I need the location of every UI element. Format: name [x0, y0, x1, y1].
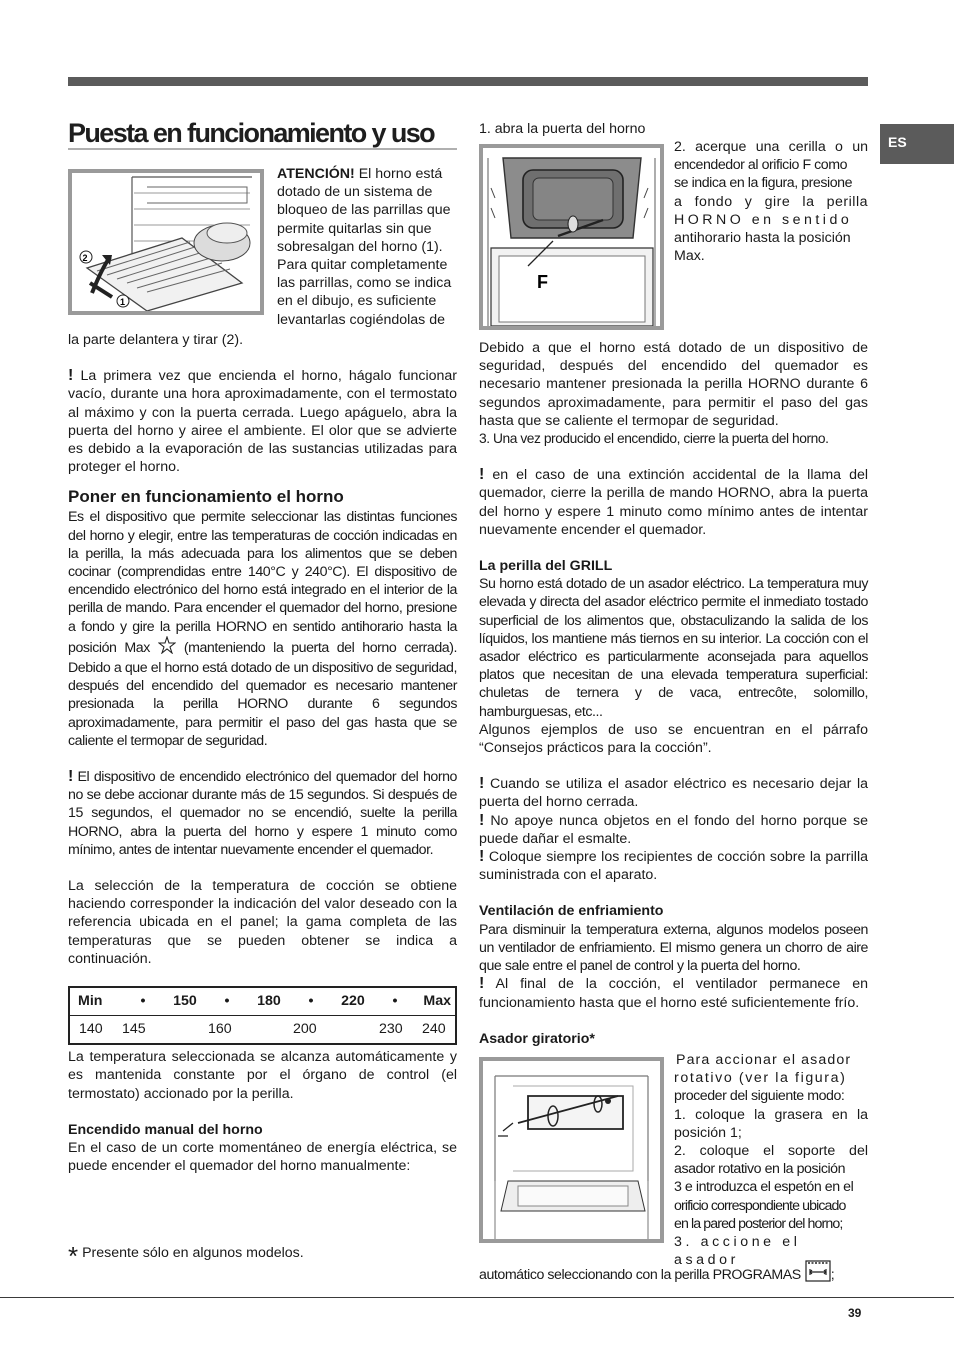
warning-mark: ! — [68, 768, 73, 786]
ignition-warning: ! El dispositivo de encendido electrónico del quemador del horno no se debe accionar durante más de 15 segundos. Si después de 15 segundos, el quemador no se encendió, suelte la perilla HORNO, abra la puerta del horno y espere 1 minuto como mínimo, antes de intentar nuevamente encender el quemador. — [68, 768, 457, 858]
rotisserie-line: rotativo (ver la figura) — [674, 1070, 847, 1087]
warning-mark: ! — [68, 367, 74, 385]
grill-title: La perilla del GRILL — [479, 558, 613, 575]
ventilation-text: Para disminuir la temperatura externa, algunos modelos poseen un ventilador de enfriamiento. El mismo genera un chorro de aire que sale entre el panel de control y la puerta del horno. — [479, 921, 868, 975]
table-cell: • — [140, 993, 146, 1010]
step-2-line: 2. acerque una cerilla o un — [674, 139, 868, 155]
step-2-line: HORNO en sentido — [674, 211, 853, 228]
section-paragraph: Es el dispositivo que permite seleccionar las distintas funciones del horno y elegir, entre las temperaturas de cocción indicadas en la perilla, la más adecuada para los alimentos que se deben cocinar (comprendidas entre 140°C y 240°C). El dispositivo de encendido electrónico del horno está integrado en el interior de la perilla de mando. Para encender el quemador del horno, presione a fondo y gire la perilla HORNO en sentido antihorario hasta la posición Max (manteniendo la puerta del horno cerrada). Debido a que el horno está dotado de un dispositivo de seguridad, después del encendido del quemador es necesario mantener presionada la perilla HORNO durante 6 segundos aproximadamente, para permitir el paso del gas hasta que se caliente el termopar de seguridad. — [68, 509, 457, 749]
oven-ignition-drawing — [483, 148, 660, 326]
table-value: 160 — [208, 1021, 232, 1038]
manual-ignition-title: Encendido manual del horno — [68, 1121, 263, 1138]
attention-line: sobresalgan del horno (1). — [277, 238, 443, 255]
step-2-line: a fondo y gire la perilla — [674, 193, 868, 210]
footnote-text: Presente sólo en algunos modelos. — [82, 1245, 304, 1261]
ventilation-warning: ! Al final de la cocción, el ventilador permanece en funcionamiento hasta que el horno esté suficientemente frío. — [479, 975, 868, 1011]
language-tab: ES — [880, 124, 954, 164]
rotisserie-line: asador rotativo en la posición — [674, 1161, 846, 1178]
page-title: Puesta en funcionamiento y uso — [68, 118, 435, 148]
extinction-warning: ! en el caso de una extinción accidental de la llama del quemador, cierre la perilla de mando HORNO, abra la puerta del horno y espere 1 minuto como mínimo antes de intentar nuevamente encender el quemador. — [479, 466, 868, 538]
safety-text: Debido a que el horno está dotado de un dispositivo de seguridad, después del encendido del quemador es necesario mantener presionada la perilla HORNO durante 6 segundos aproximadamente, para permitir el paso del gas hasta que se caliente el termopar de seguridad. — [479, 340, 868, 429]
warning-mark: ! — [479, 975, 485, 993]
star-icon — [158, 636, 176, 659]
rotisserie-icon — [805, 1258, 831, 1287]
rotisserie-line: 3. accione el asador — [674, 1234, 801, 1269]
rotisserie-line: posición 1; — [674, 1124, 742, 1141]
warning-mark: ! — [479, 848, 485, 866]
attention-block — [277, 165, 457, 329]
rotisserie-tail: automático seleccionando con la perilla PROGRAMAS ; — [479, 1258, 879, 1287]
step-2-line: se indica en la figura, presione — [674, 175, 853, 192]
attention-line: Para quitar completamente — [277, 257, 448, 274]
svg-text:2: 2 — [82, 253, 88, 263]
rotisserie-figure — [479, 1057, 664, 1243]
rotisserie-line: en la pared posterior del horno; — [674, 1215, 843, 1232]
section-title: Poner en funcionamiento el horno — [68, 487, 344, 507]
warning-mark: ! — [479, 466, 485, 484]
table-value: 140 — [79, 1021, 103, 1038]
warning-mark: ! — [479, 811, 485, 829]
rotisserie-steps — [674, 1051, 868, 1269]
step-2-block — [674, 138, 868, 265]
step-2-line: antihorario hasta la posición — [674, 230, 851, 247]
rotisserie-line: 1. coloque la grasera en la — [674, 1106, 868, 1123]
rotisserie-drawing — [483, 1061, 660, 1239]
ventilation-title: Ventilación de enfriamiento — [479, 903, 664, 920]
rotisserie-line: Para accionar el asador — [676, 1052, 852, 1068]
attention-line: las parrillas, como se indica — [277, 275, 452, 292]
rotisserie-line: orificio correspondiente ubicado — [674, 1197, 846, 1214]
top-bar — [68, 77, 868, 86]
oven-ignition-figure — [479, 144, 664, 330]
attention-line: en el dibujo, es suficiente — [277, 293, 437, 310]
rotisserie-line: 3 e introduzca el espetón en el — [674, 1179, 854, 1196]
table-cell: 150 — [173, 993, 197, 1010]
temperature-table-header — [69, 987, 456, 1016]
table-value: 240 — [422, 1021, 446, 1038]
grill-warning-3: ! Coloque siempre los recipientes de cocción sobre la parrilla suministrada con el aparato. — [479, 848, 868, 884]
grill-examples: Algunos ejemplos de uso se encuentran en el párrafo “Consejos prácticos para la cocción”. — [479, 721, 868, 757]
attention-line: permite quitarlas sin que — [277, 220, 432, 237]
table-value: 200 — [293, 1021, 317, 1038]
table-cell: Max — [423, 993, 451, 1010]
table-cell: 220 — [341, 993, 365, 1010]
step-3: 3. Una vez producido el encendido, cierre la puerta del horno. — [479, 431, 829, 447]
warning-mark: ! — [479, 775, 485, 793]
step-2-line: Max. — [674, 248, 705, 265]
first-use-warning: ! La primera vez que encienda el horno, hágalo funcionar vacío, durante una hora aproximadamente, con el termostato al máximo y con la puerta cerrada. Luego apáguelo, abra la puerta del horno y airee el ambiente. El olor que se advierte es debido a la evaporación de las sustancias utilizadas para proteger el horno. — [68, 367, 457, 476]
rotisserie-line: proceder del siguiente modo: — [674, 1088, 845, 1105]
table-cell: • — [224, 993, 230, 1010]
attention-tail: la parte delantera y tirar (2). — [68, 332, 244, 348]
step-1: 1. abra la puerta del horno — [479, 121, 646, 137]
oven-rack-figure — [68, 169, 264, 315]
rotisserie-title: Asador giratorio* — [479, 1030, 595, 1047]
svg-text:1: 1 — [120, 297, 126, 307]
temperature-table-values — [69, 1016, 456, 1045]
right-column — [479, 339, 868, 1048]
footnote-star: * — [68, 1241, 79, 1271]
attention-line: dotado de un sistema de — [277, 184, 433, 201]
title-underline — [68, 148, 457, 150]
attention-line: levantarlas cogiéndolas de — [277, 311, 445, 328]
table-cell: Min — [78, 993, 103, 1010]
table-value: 145 — [122, 1021, 146, 1038]
temperature-table — [68, 986, 457, 1045]
figure-label-f: F — [537, 272, 548, 292]
temperature-reached-text: La temperatura seleccionada se alcanza automáticamente y es mantenida constante por el órgano de control (el termostato) accionado por la perilla. — [68, 1049, 457, 1102]
attention-line-1: ATENCIÓN! El horno está — [277, 166, 443, 182]
table-cell: • — [308, 993, 314, 1010]
attention-label: ATENCIÓN! — [277, 166, 355, 182]
grill-warning-1: ! Cuando se utiliza el asador eléctrico es necesario dejar la puerta del horno cerrada. — [479, 775, 868, 811]
rotisserie-line: 2. coloque el soporte del — [674, 1143, 868, 1160]
table-cell: • — [392, 993, 398, 1010]
attention-line: bloqueo de las parrillas que — [277, 202, 451, 219]
page-number: 39 — [848, 1306, 862, 1320]
left-column — [68, 331, 457, 1175]
manual-ignition-text: En el caso de un corte momentáneo de energía eléctrica, se puede encender el quemador del horno manualmente: — [68, 1139, 457, 1175]
grill-warning-2: ! No apoye nunca objetos en el fondo del horno porque se puede dañar el esmalte. — [479, 811, 868, 847]
table-value: 230 — [379, 1021, 403, 1038]
footnote — [68, 1241, 457, 1271]
oven-rack-drawing — [72, 173, 260, 311]
grill-text: Su horno está dotado de un asador eléctrico. La temperatura muy elevada y directa del asador eléctrico permite el inmediato tostado superficial de los alimentos que, obstaculizando la salida de los líquidos, los mantiene más tiernos en su interior. La cocción con el asador eléctrico es particularmente aconsejada para aquellos platos que necesitan de una elevada temperatura superficial: chuletas de ternera y de vaca, entrecôte, solomillo, hamburguesas, etc... — [479, 576, 868, 720]
footer-rule — [0, 1297, 954, 1298]
table-cell: 180 — [257, 993, 281, 1010]
step-2-line: encendedor al orificio F como — [674, 157, 848, 174]
temperature-selection-text: La selección de la temperatura de cocción se obtiene haciendo corresponder la indicación del valor deseado con la referencia ubicada en el panel; la gama completa de las temperaturas que se pueden obtener se indica a continuación. — [68, 878, 457, 967]
